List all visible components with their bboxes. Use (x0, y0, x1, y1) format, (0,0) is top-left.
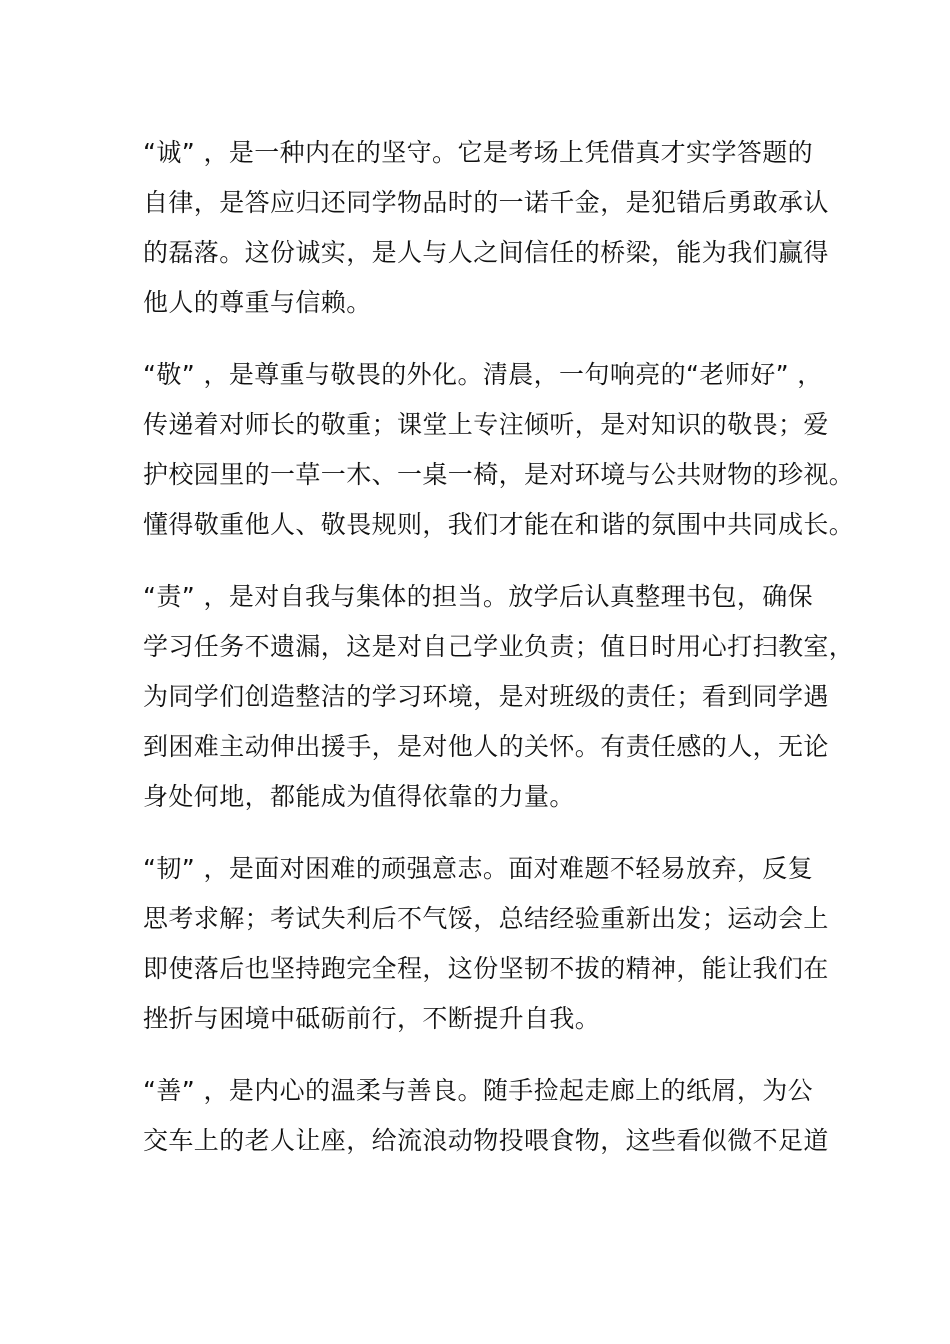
text-line: 他人的尊重与信赖。 (143, 288, 372, 317)
paragraph-jing (143, 350, 855, 550)
text-line: 传递着对师长的敬重；课堂上专注倾听，是对知识的敬畏；爱 (143, 410, 829, 439)
text-line: 自律，是答应归还同学物品时的一诺千金，是犯错后勇敢承认 (143, 188, 829, 217)
text-line: 到困难主动伸出援手，是对他人的关怀。有责任感的人，无论 (143, 732, 829, 761)
text-line: “善” ，是内心的温柔与善良。随手捡起走廊上的纸屑，为公 (143, 1076, 814, 1105)
text-line: 挫折与困境中砥砺前行，不断提升自我。 (143, 1004, 601, 1033)
text-line: “敬” ，是尊重与敬畏的外化。清晨，一句响亮的“老师好” ， (143, 360, 823, 389)
text-line: 的磊落。这份诚实，是人与人之间信任的桥梁，能为我们赢得 (143, 238, 829, 267)
text-line: 即使落后也坚持跑完全程，这份坚韧不拔的精神，能让我们在 (143, 954, 829, 983)
text-line: 护校园里的一草一木、一桌一椅，是对环境与公共财物的珍视。 (143, 460, 855, 489)
paragraph-cheng (143, 128, 829, 328)
text-line: 为同学们创造整洁的学习环境，是对班级的责任；看到同学遇 (143, 682, 829, 711)
text-line: “韧” ，是面对困难的顽强意志。面对难题不轻易放弃，反复 (143, 854, 814, 883)
paragraph-shan (143, 1066, 829, 1166)
text-line: 学习任务不遗漏，这是对自己学业负责；值日时用心打扫教室， (143, 632, 855, 661)
text-line: 思考求解；考试失利后不气馁，总结经验重新出发；运动会上 (143, 904, 829, 933)
paragraph-ren (143, 844, 829, 1044)
text-line: 身处何地，都能成为值得依靠的力量。 (143, 782, 575, 811)
text-line: 交车上的老人让座，给流浪动物投喂食物，这些看似微不足道 (143, 1126, 829, 1155)
text-line: “责” ，是对自我与集体的担当。放学后认真整理书包，确保 (143, 582, 814, 611)
paragraph-ze (143, 572, 855, 822)
document-body (143, 128, 855, 1188)
text-line: 懂得敬重他人、敬畏规则，我们才能在和谐的氛围中共同成长。 (143, 510, 855, 539)
text-line: “诚” ，是一种内在的坚守。它是考场上凭借真才实学答题的 (143, 138, 814, 167)
